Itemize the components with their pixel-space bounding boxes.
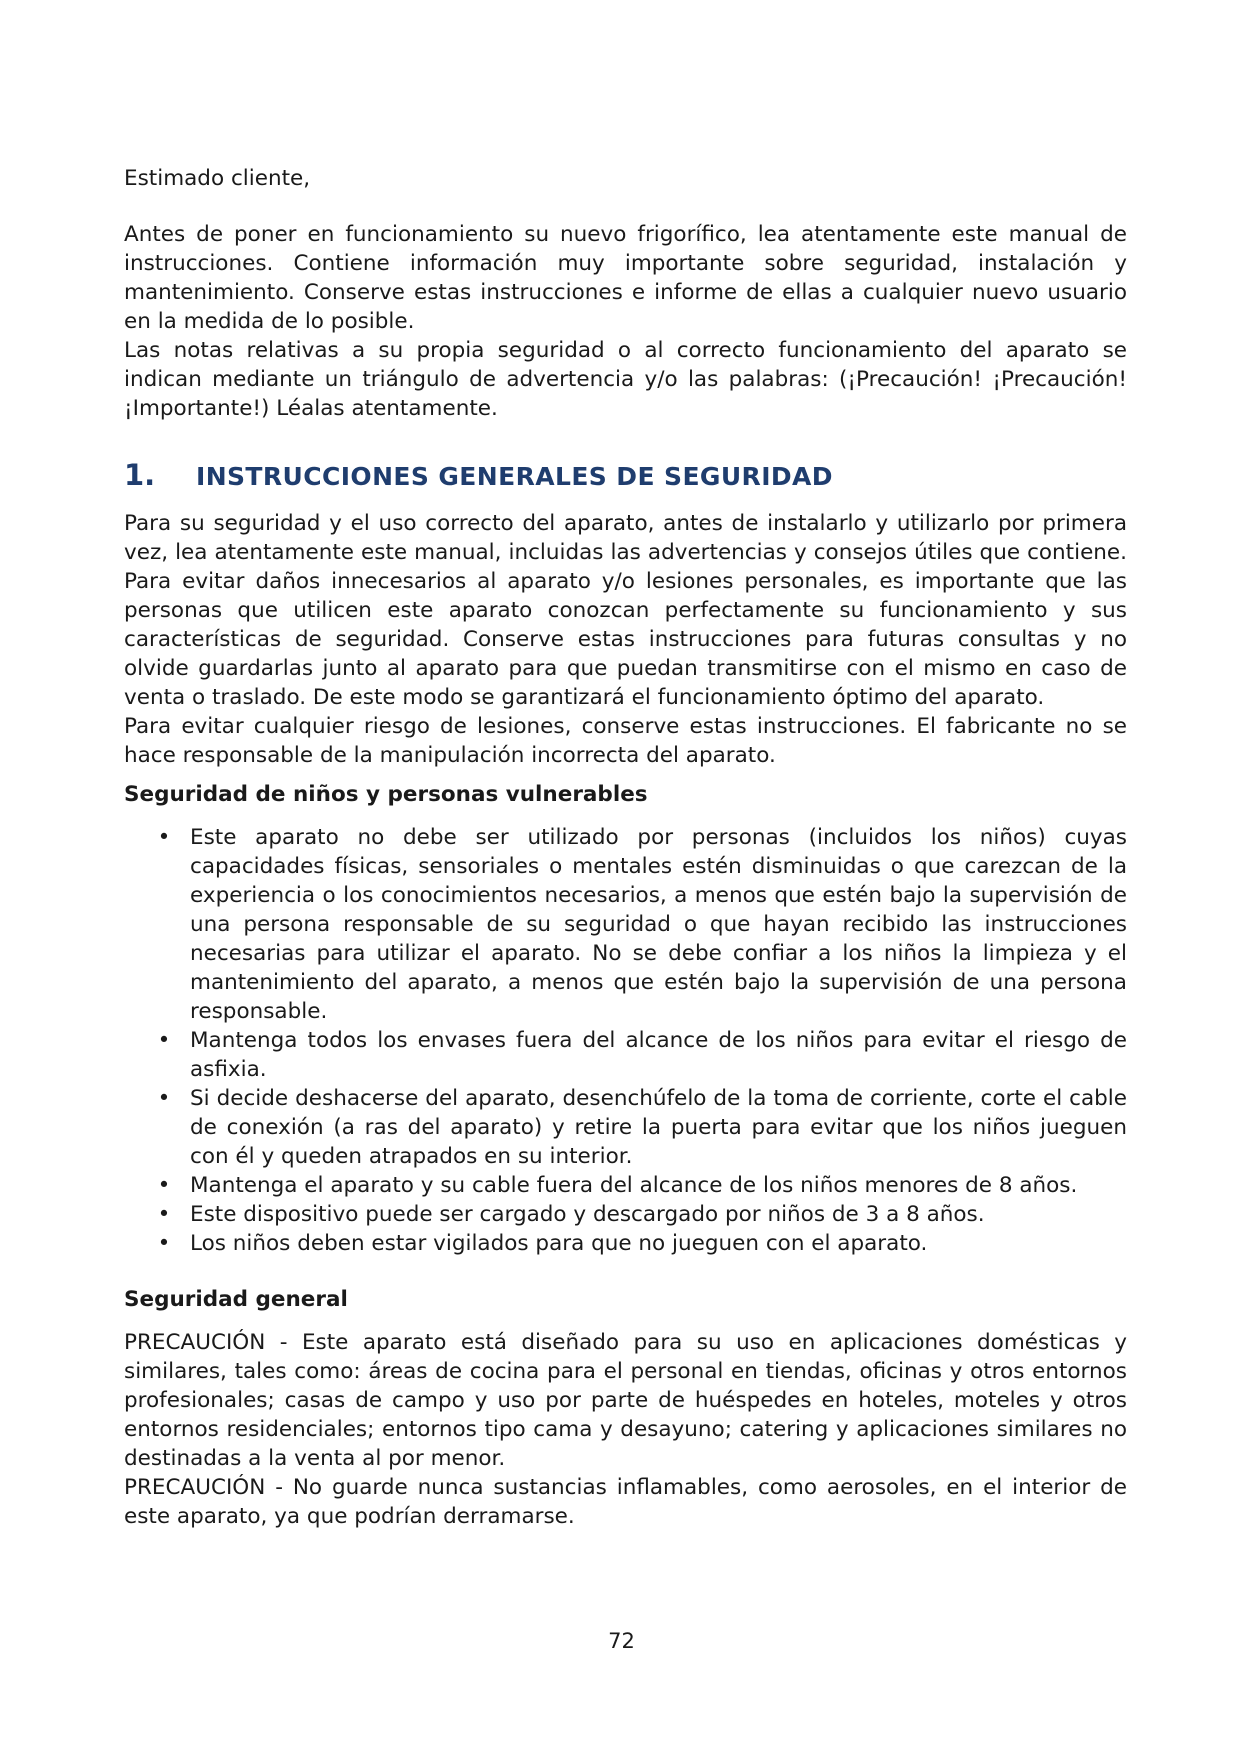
list-item-text: Los niños deben estar vigilados para que no jueguen con el aparato.: [190, 1231, 928, 1256]
section-paragraph-2: Para evitar cualquier riesgo de lesiones, conserve estas instrucciones. El fabricante no se hace responsable de la manipulación incorrecta del aparato.: [124, 714, 1127, 768]
greeting: Estimado cliente,: [124, 166, 311, 191]
intro-paragraph-2: Las notas relativas a su propia seguridad o al correcto funcionamiento del aparato se indican mediante un triángulo de advertencia y/o las palabras: (¡Precaución! ¡Precaución! ¡Importante!) Léalas atentamente.: [124, 338, 1127, 421]
list-item: [124, 823, 1127, 1026]
section-heading: [124, 459, 1127, 493]
list-item-text: Mantenga todos los envases fuera del alcance de los niños para evitar el riesgo de asfixia.: [190, 1028, 1127, 1082]
bullet-icon: •: [157, 1202, 171, 1227]
children-safety-heading: Seguridad de niños y personas vulnerables: [124, 782, 648, 807]
list-item-text: Este dispositivo puede ser cargado y descargado por niños de 3 a 8 años.: [190, 1202, 985, 1227]
intro-paragraph-1: Antes de poner en funcionamiento su nuevo frigorífico, lea atentamente este manual de instrucciones. Contiene información muy importante sobre seguridad, instalación y mantenimiento. Conserve estas instrucciones e informe de ellas a cualquier nuevo usuario en la medida de lo posible.: [124, 222, 1127, 334]
list-item: [124, 1084, 1127, 1171]
section-number: 1.: [124, 458, 156, 492]
children-safety-list: [124, 823, 1127, 1258]
general-safety-paragraph-1: PRECAUCIÓN - Este aparato está diseñado para su uso en aplicaciones domésticas y similares, tales como: áreas de cocina para el personal en tiendas, oficinas y otros entornos profesionales; casas de campo y uso por parte de huéspedes en hoteles, moteles y otros entornos residenciales; entornos tipo cama y desayuno; catering y aplicaciones similares no destinadas a la venta al por menor.: [124, 1330, 1127, 1471]
section-paragraph-1: Para su seguridad y el uso correcto del aparato, antes de instalarlo y utilizarlo por primera vez, lea atentamente este manual, incluidas las advertencias y consejos útiles que contiene. Para evitar daños innecesarios al aparato y/o lesiones personales, es importante que las personas que utilicen este aparato conozcan perfectamente su funcionamiento y sus características de seguridad. Conserve estas instrucciones para futuras consultas y no olvide guardarlas junto al aparato para que puedan transmitirse con el mismo en caso de venta o traslado. De este modo se garantizará el funcionamiento óptimo del aparato.: [124, 511, 1127, 710]
bullet-icon: •: [157, 1028, 171, 1053]
page-number: 72: [608, 1629, 635, 1653]
list-item-text: Mantenga el aparato y su cable fuera del alcance de los niños menores de 8 años.: [190, 1173, 1078, 1198]
list-item-text: Este aparato no debe ser utilizado por personas (incluidos los niños) cuyas capacidades físicas, sensoriales o mentales estén disminuidas o que carezcan de la experiencia o los conocimientos necesarios, a menos que estén bajo la supervisión de una persona responsable de su seguridad o que hayan recibido las instrucciones necesarias para utilizar el aparato. No se debe confiar a los niños la limpieza y el mantenimiento del aparato, a menos que estén bajo la supervisión de una persona responsable.: [190, 825, 1127, 1024]
bullet-icon: •: [157, 1173, 171, 1198]
general-safety-heading: Seguridad general: [124, 1287, 348, 1312]
list-item: [124, 1171, 1127, 1200]
list-item-text: Si decide deshacerse del aparato, desenchúfelo de la toma de corriente, corte el cable de conexión (a ras del aparato) y retire la puerta para evitar que los niños jueguen con él y queden atrapados en su interior.: [190, 1086, 1127, 1169]
bullet-icon: •: [157, 1086, 171, 1111]
list-item: [124, 1200, 1127, 1229]
list-item: [124, 1229, 1127, 1258]
general-safety-paragraph-2: PRECAUCIÓN - No guarde nunca sustancias inflamables, como aerosoles, en el interior de este aparato, ya que podrían derramarse.: [124, 1475, 1127, 1529]
bullet-icon: •: [157, 1231, 171, 1256]
document-page: [124, 164, 1127, 1531]
list-item: [124, 1026, 1127, 1084]
section-title: INSTRUCCIONES GENERALES DE SEGURIDAD: [196, 462, 833, 491]
bullet-icon: •: [157, 825, 171, 850]
